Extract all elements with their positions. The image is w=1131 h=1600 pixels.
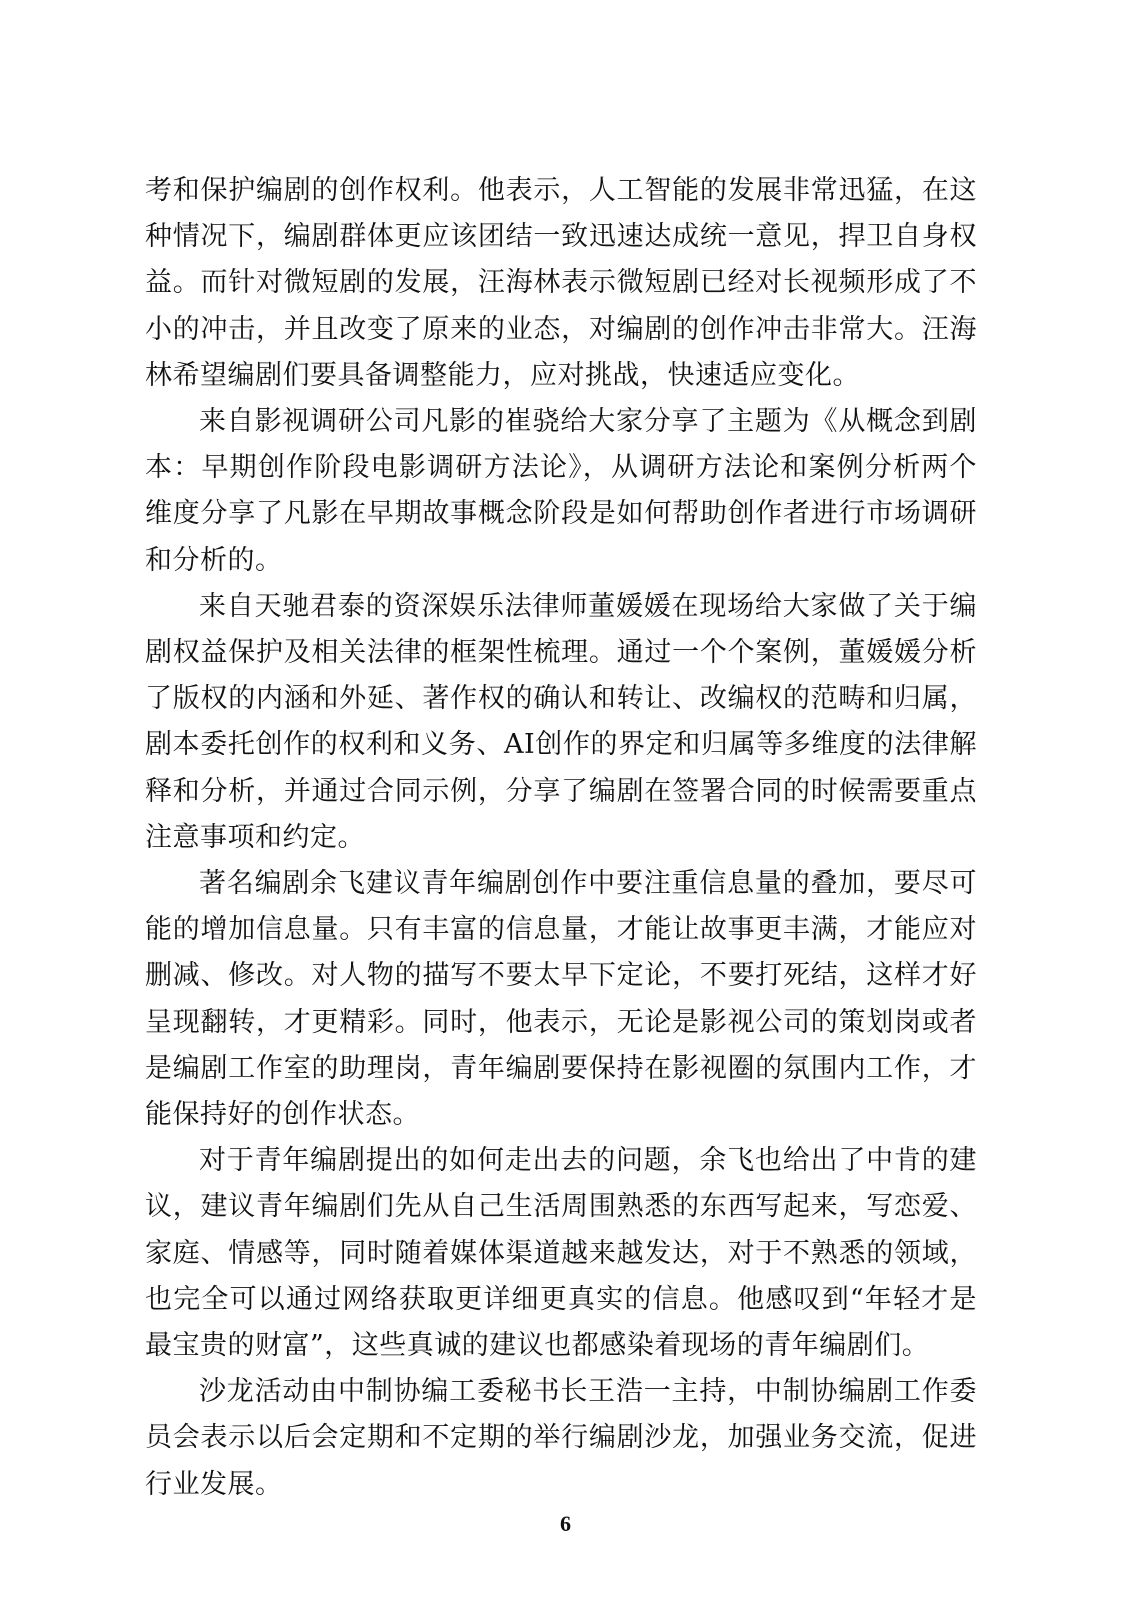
paragraph-1: 考和保护编剧的创作权利。他表示，人工智能的发展非常迅猛，在这种情况下，编剧群体更应该团结一致迅速达成统一意见，捍卫自身权益。而针对微短剧的发展，汪海林表示微短剧已经对长视频形成了不小的冲击，并且改变了原来的业态，对编剧的创作冲击非常大。汪海林希望编剧们要具备调整能力，应对挑战，快速适应变化。: [145, 175, 977, 391]
paragraph-2: 来自影视调研公司凡影的崔骁给大家分享了主题为《从概念到剧本：早期创作阶段电影调研方法论》，从调研方法论和案例分析两个维度分享了凡影在早期故事概念阶段是如何帮助创作者进行市场调研和分析的。: [145, 406, 977, 576]
page-number: 6: [560, 1511, 571, 1536]
paragraph-3: 来自天驰君泰的资深娱乐法律师董媛媛在现场给大家做了关于编剧权益保护及相关法律的框架性梳理。通过一个个案例，董媛媛分析了版权的内涵和外延、著作权的确认和转让、改编权的范畴和归属，剧本委托创作的权利和义务、AI创作的界定和归属等多维度的法律解释和分析，并通过合同示例，分享了编剧在签署合同的时候需要重点注意事项和约定。: [145, 590, 977, 853]
paragraph-4: 著名编剧余飞建议青年编剧创作中要注重信息量的叠加，要尽可能的增加信息量。只有丰富的信息量，才能让故事更丰满，才能应对删减、修改。对人物的描写不要太早下定论，不要打死结，这样才好呈现翻转，才更精彩。同时，他表示，无论是影视公司的策划岗或者是编剧工作室的助理岗，青年编剧要保持在影视圈的氛围内工作，才能保持好的创作状态。: [145, 868, 977, 1131]
paragraph-6: 沙龙活动由中制协编工委秘书长王浩一主持，中制协编剧工作委员会表示以后会定期和不定期的举行编剧沙龙，加强业务交流，促进行业发展。: [145, 1376, 977, 1500]
body-text: [145, 168, 977, 1508]
paragraph-5: 对于青年编剧提出的如何走出去的问题，余飞也给出了中肯的建议，建议青年编剧们先从自己生活周围熟悉的东西写起来，写恋爱、家庭、情感等，同时随着媒体渠道越来越发达，对于不熟悉的领域，也完全可以通过网络获取更详细更真实的信息。他感叹到“年轻才是最宝贵的财富”，这些真诚的建议也都感染着现场的青年编剧们。: [145, 1145, 977, 1362]
